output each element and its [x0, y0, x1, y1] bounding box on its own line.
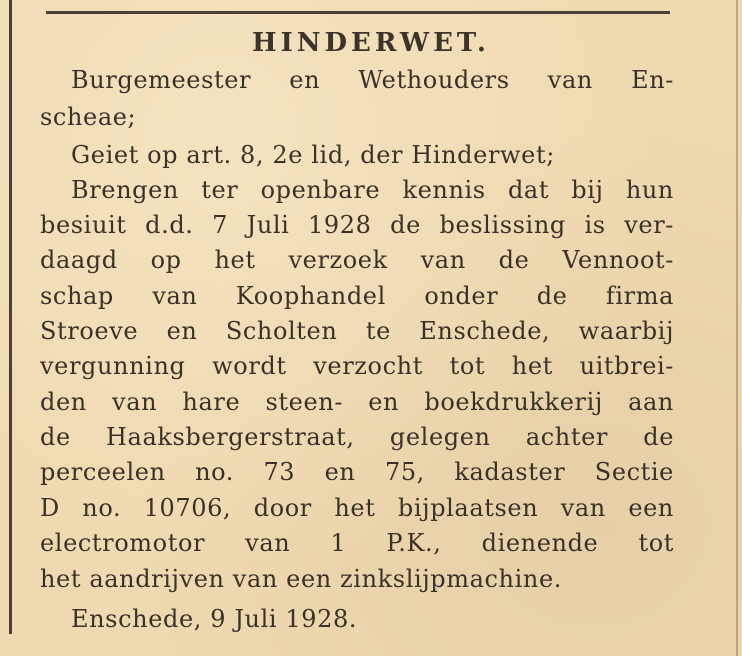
notice-line: de Haaksbergerstraat, gelegen achter de: [40, 423, 674, 451]
column-rule-right: [736, 0, 738, 656]
notice-line: D no. 10706, door het bijplaatsen van een: [40, 494, 674, 522]
column-rule-top: [46, 11, 670, 14]
column-rule-left: [9, 0, 12, 634]
notice-line: daagd op het verzoek van de Vennoot-: [40, 246, 674, 274]
notice-line: vergunning wordt verzocht tot het uitbrei-: [40, 352, 674, 380]
notice-line: perceelen no. 73 en 75, kadaster Sectie: [40, 458, 674, 486]
notice-line: besiuit d.d. 7 Juli 1928 de beslissing is ver-: [40, 211, 674, 239]
notice-line: schap van Koophandel onder de firma: [40, 282, 674, 310]
notice-line: electromotor van 1 P.K., dienende tot: [40, 529, 674, 557]
notice-line: Brengen ter openbare kennis dat bij hun: [71, 176, 674, 204]
notice-line: het aandrijven van een zinkslijpmachine.: [40, 565, 562, 593]
notice-headline: HINDERWET.: [252, 28, 490, 58]
notice-line: Geiet op art. 8, 2e lid, der Hinderwet;: [71, 141, 555, 169]
notice-line: scheae;: [40, 103, 137, 131]
notice-line: Burgemeester en Wethouders van En-: [71, 66, 674, 94]
notice-line: den van hare steen- en boekdrukkerij aan: [40, 388, 674, 416]
notice-line: Stroeve en Scholten te Enschede, waarbij: [40, 317, 674, 345]
notice-dateline: Enschede, 9 Juli 1928.: [71, 605, 358, 633]
